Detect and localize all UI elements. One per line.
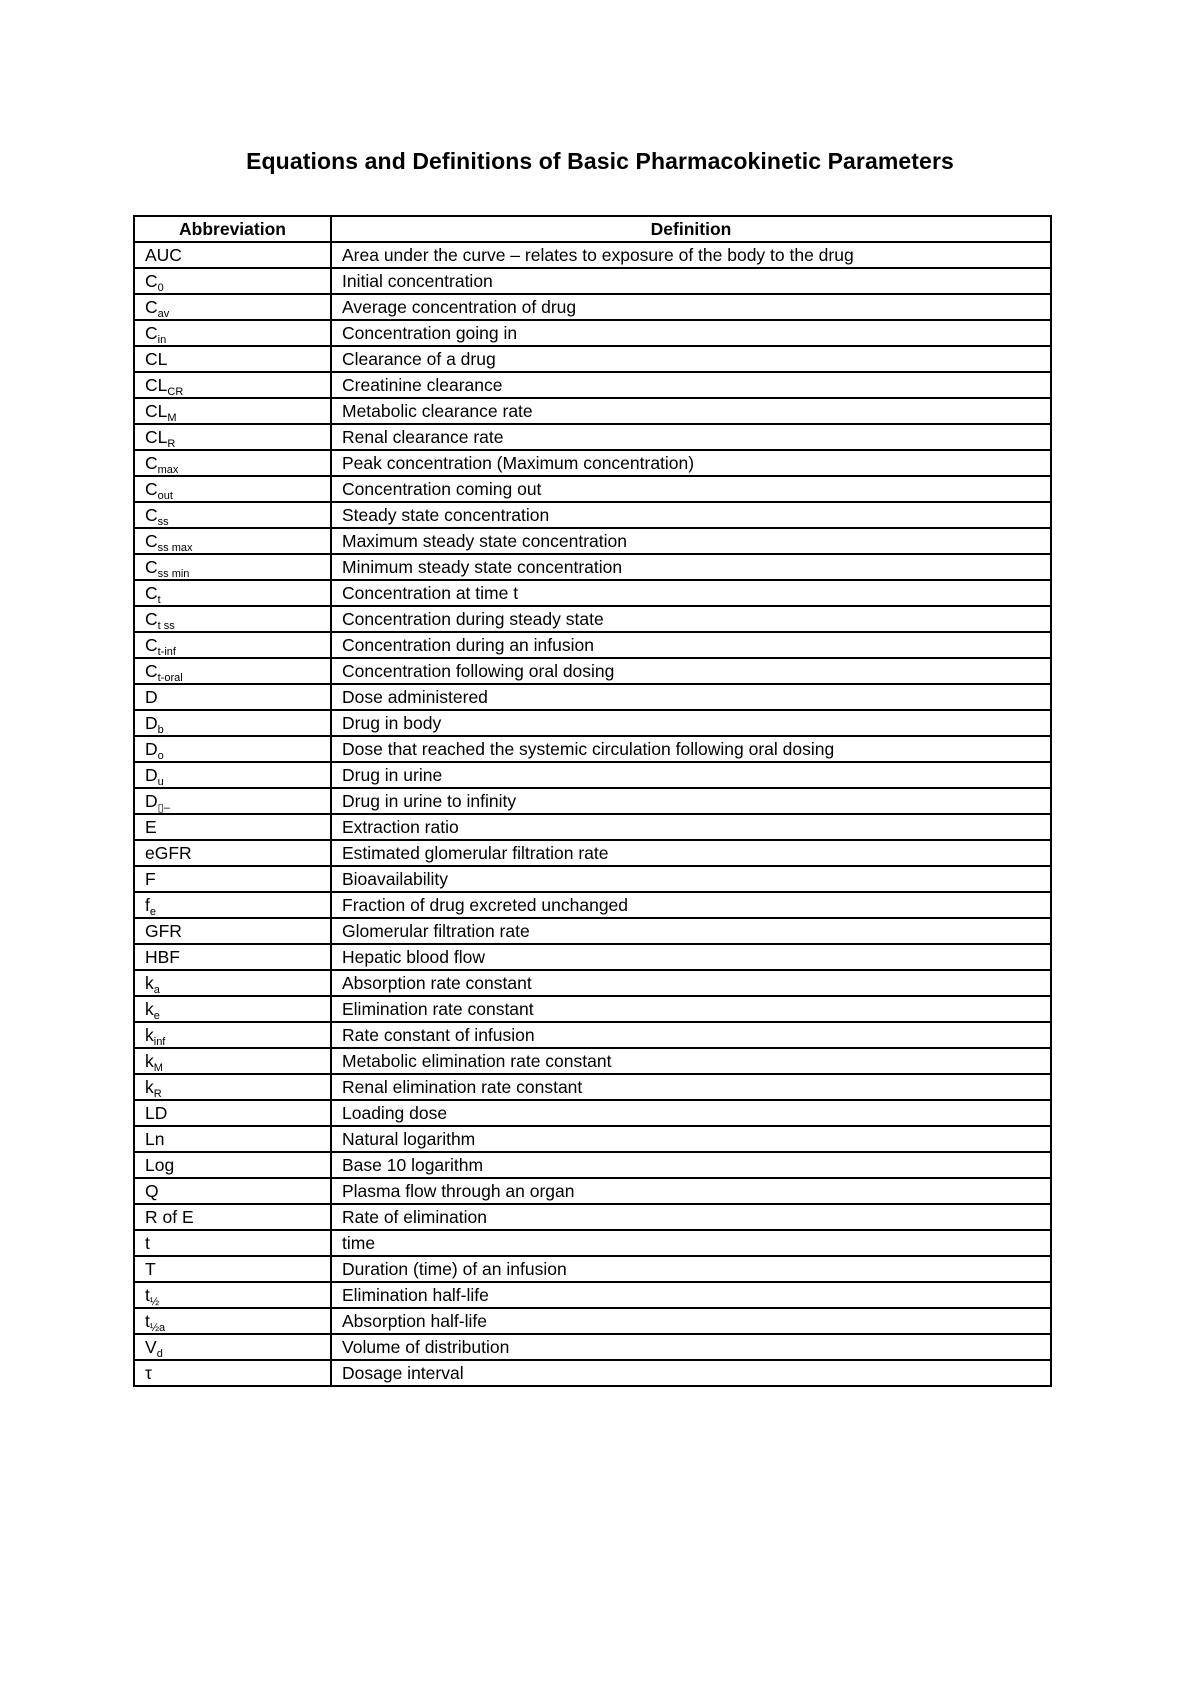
table-row xyxy=(134,450,1051,476)
table-row xyxy=(134,1126,1051,1152)
abbreviation-symbol: k xyxy=(145,1025,154,1045)
definition-cell: Glomerular filtration rate xyxy=(331,918,1051,944)
abbreviation-subscript: ss max xyxy=(157,542,193,554)
abbreviation-symbol: t xyxy=(145,1285,150,1305)
definition-cell: Average concentration of drug xyxy=(331,294,1051,320)
abbreviation-column-header: Abbreviation xyxy=(134,216,331,242)
abbreviation-symbol: k xyxy=(145,973,154,993)
abbreviation-cell xyxy=(134,580,331,606)
abbreviation-subscript: av xyxy=(157,308,170,320)
abbreviation-cell xyxy=(134,710,331,736)
abbreviation-cell xyxy=(134,476,331,502)
table-row xyxy=(134,1308,1051,1334)
abbreviation-cell xyxy=(134,684,331,710)
abbreviation-subscript: in xyxy=(157,334,167,346)
table-row xyxy=(134,580,1051,606)
definition-cell: Concentration during steady state xyxy=(331,606,1051,632)
abbreviation-symbol: D xyxy=(145,765,158,785)
definition-cell: Extraction ratio xyxy=(331,814,1051,840)
abbreviation-cell xyxy=(134,398,331,424)
abbreviation-cell xyxy=(134,1178,331,1204)
abbreviation-symbol: E xyxy=(145,817,157,837)
definition-cell: Metabolic elimination rate constant xyxy=(331,1048,1051,1074)
abbreviation-cell xyxy=(134,1100,331,1126)
abbreviation-symbol: Q xyxy=(145,1181,159,1201)
table-row xyxy=(134,1048,1051,1074)
abbreviation-subscript: d xyxy=(156,1348,163,1360)
definition-cell: Metabolic clearance rate xyxy=(331,398,1051,424)
definition-cell: Drug in body xyxy=(331,710,1051,736)
definition-cell: Renal elimination rate constant xyxy=(331,1074,1051,1100)
abbreviation-symbol: Ln xyxy=(145,1129,165,1149)
table-row xyxy=(134,996,1051,1022)
definition-cell: Bioavailability xyxy=(331,866,1051,892)
table-row xyxy=(134,1074,1051,1100)
abbreviation-cell xyxy=(134,372,331,398)
definition-cell: Dose administered xyxy=(331,684,1051,710)
definition-cell: Minimum steady state concentration xyxy=(331,554,1051,580)
abbreviation-symbol: R of E xyxy=(145,1207,194,1227)
abbreviation-subscript: o xyxy=(157,750,164,762)
abbreviation-symbol: CL xyxy=(145,427,168,447)
abbreviation-cell xyxy=(134,1074,331,1100)
definition-cell: Rate of elimination xyxy=(331,1204,1051,1230)
abbreviation-cell xyxy=(134,1204,331,1230)
abbreviation-cell xyxy=(134,424,331,450)
abbreviation-cell xyxy=(134,1048,331,1074)
abbreviation-cell xyxy=(134,528,331,554)
abbreviation-symbol: C xyxy=(145,505,158,525)
definition-cell: Clearance of a drug xyxy=(331,346,1051,372)
abbreviation-symbol: C xyxy=(145,453,158,473)
definition-cell: Concentration coming out xyxy=(331,476,1051,502)
abbreviation-symbol: C xyxy=(145,583,158,603)
definition-cell: Drug in urine to infinity xyxy=(331,788,1051,814)
definition-cell: Fraction of drug excreted unchanged xyxy=(331,892,1051,918)
abbreviation-subscript: t xyxy=(157,594,161,606)
abbreviation-symbol: D xyxy=(145,713,158,733)
abbreviation-cell xyxy=(134,814,331,840)
abbreviation-cell xyxy=(134,1308,331,1334)
abbreviation-symbol: CL xyxy=(145,375,168,395)
abbreviation-subscript: u xyxy=(157,776,164,788)
abbreviation-cell xyxy=(134,736,331,762)
abbreviation-symbol: C xyxy=(145,531,158,551)
abbreviation-subscript: e xyxy=(153,1010,160,1022)
definition-cell: Concentration following oral dosing xyxy=(331,658,1051,684)
abbreviation-symbol: HBF xyxy=(145,947,180,967)
table-row xyxy=(134,1100,1051,1126)
table-row xyxy=(134,1230,1051,1256)
definition-cell: Concentration during an infusion xyxy=(331,632,1051,658)
abbreviation-cell xyxy=(134,554,331,580)
abbreviation-subscript: R xyxy=(167,438,176,450)
definition-cell: Duration (time) of an infusion xyxy=(331,1256,1051,1282)
abbreviation-symbol: D xyxy=(145,791,158,811)
abbreviation-symbol: CL xyxy=(145,401,168,421)
definition-cell: Rate constant of infusion xyxy=(331,1022,1051,1048)
table-row xyxy=(134,918,1051,944)
abbreviation-subscript: ss xyxy=(157,516,169,528)
table-row xyxy=(134,1334,1051,1360)
definition-cell: Dosage interval xyxy=(331,1360,1051,1386)
table-row xyxy=(134,424,1051,450)
abbreviation-subscript: a xyxy=(153,984,160,996)
table-row xyxy=(134,1256,1051,1282)
abbreviation-cell xyxy=(134,970,331,996)
table-row xyxy=(134,892,1051,918)
abbreviation-subscript: max xyxy=(157,464,179,476)
abbreviation-symbol: C xyxy=(145,323,158,343)
abbreviation-symbol: k xyxy=(145,1077,154,1097)
table-row xyxy=(134,944,1051,970)
abbreviation-symbol: k xyxy=(145,999,154,1019)
definition-cell: Creatinine clearance xyxy=(331,372,1051,398)
abbreviation-symbol: C xyxy=(145,297,158,317)
definition-cell: Hepatic blood flow xyxy=(331,944,1051,970)
abbreviation-subscript: 0 xyxy=(157,282,164,294)
abbreviation-cell xyxy=(134,892,331,918)
abbreviation-symbol: T xyxy=(145,1259,156,1279)
abbreviation-cell xyxy=(134,866,331,892)
definition-cell: Peak concentration (Maximum concentration) xyxy=(331,450,1051,476)
abbreviation-symbol: C xyxy=(145,609,158,629)
abbreviation-cell xyxy=(134,1022,331,1048)
table-row xyxy=(134,684,1051,710)
abbreviation-symbol: LD xyxy=(145,1103,168,1123)
abbreviation-symbol: C xyxy=(145,557,158,577)
abbreviation-cell xyxy=(134,450,331,476)
definition-cell: time xyxy=(331,1230,1051,1256)
definition-cell: Initial concentration xyxy=(331,268,1051,294)
abbreviation-symbol: C xyxy=(145,635,158,655)
table-row xyxy=(134,632,1051,658)
definition-cell: Base 10 logarithm xyxy=(331,1152,1051,1178)
definition-cell: Natural logarithm xyxy=(331,1126,1051,1152)
abbreviation-subscript: out xyxy=(157,490,173,502)
abbreviation-cell xyxy=(134,320,331,346)
definition-cell: Concentration going in xyxy=(331,320,1051,346)
abbreviation-cell xyxy=(134,632,331,658)
definition-cell: Absorption rate constant xyxy=(331,970,1051,996)
abbreviation-subscript: M xyxy=(153,1062,163,1074)
table-row xyxy=(134,502,1051,528)
definition-cell: Plasma flow through an organ xyxy=(331,1178,1051,1204)
table-row xyxy=(134,554,1051,580)
abbreviation-cell xyxy=(134,1360,331,1386)
definition-cell: Drug in urine xyxy=(331,762,1051,788)
table-row xyxy=(134,294,1051,320)
pk-parameters-table xyxy=(133,215,1052,1387)
table-row xyxy=(134,788,1051,814)
abbreviation-symbol: C xyxy=(145,479,158,499)
definition-cell: Dose that reached the systemic circulation following oral dosing xyxy=(331,736,1051,762)
abbreviation-symbol: C xyxy=(145,271,158,291)
table-row xyxy=(134,736,1051,762)
abbreviation-cell xyxy=(134,346,331,372)
abbreviation-cell xyxy=(134,294,331,320)
definition-cell: Estimated glomerular filtration rate xyxy=(331,840,1051,866)
table-row xyxy=(134,398,1051,424)
definition-column-header: Definition xyxy=(331,216,1051,242)
table-header-row xyxy=(134,216,1051,242)
abbreviation-cell xyxy=(134,502,331,528)
definition-cell: Elimination half-life xyxy=(331,1282,1051,1308)
table-row xyxy=(134,1152,1051,1178)
abbreviation-subscript: t-oral xyxy=(157,672,183,684)
table-body xyxy=(134,242,1051,1386)
abbreviation-subscript: M xyxy=(167,412,177,424)
table-row xyxy=(134,1178,1051,1204)
abbreviation-subscript: ½ xyxy=(149,1296,160,1308)
abbreviation-symbol: CL xyxy=(145,349,168,369)
abbreviation-subscript: CR xyxy=(167,386,184,398)
table-row xyxy=(134,242,1051,268)
abbreviation-cell xyxy=(134,840,331,866)
abbreviation-cell xyxy=(134,1126,331,1152)
abbreviation-symbol: C xyxy=(145,661,158,681)
definition-cell: Renal clearance rate xyxy=(331,424,1051,450)
definition-cell: Maximum steady state concentration xyxy=(331,528,1051,554)
table-row xyxy=(134,268,1051,294)
table-row xyxy=(134,320,1051,346)
table-row xyxy=(134,762,1051,788)
table-row xyxy=(134,658,1051,684)
table-row xyxy=(134,476,1051,502)
abbreviation-symbol: GFR xyxy=(145,921,182,941)
abbreviation-symbol: eGFR xyxy=(145,843,192,863)
abbreviation-cell xyxy=(134,1256,331,1282)
abbreviation-symbol: f xyxy=(145,895,150,915)
definition-cell: Area under the curve – relates to exposure of the body to the drug xyxy=(331,242,1051,268)
abbreviation-symbol: D xyxy=(145,687,158,707)
abbreviation-cell xyxy=(134,658,331,684)
abbreviation-symbol: D xyxy=(145,739,158,759)
table-row xyxy=(134,372,1051,398)
abbreviation-subscript: ss min xyxy=(157,568,190,580)
abbreviation-symbol: t xyxy=(145,1233,150,1253)
abbreviation-symbol: F xyxy=(145,869,156,889)
abbreviation-cell xyxy=(134,268,331,294)
abbreviation-cell xyxy=(134,242,331,268)
abbreviation-subscript: t ss xyxy=(157,620,175,632)
abbreviation-cell xyxy=(134,944,331,970)
abbreviation-symbol: τ xyxy=(145,1363,152,1383)
abbreviation-cell xyxy=(134,918,331,944)
table-row xyxy=(134,1022,1051,1048)
table-row xyxy=(134,1360,1051,1386)
abbreviation-symbol: t xyxy=(145,1311,150,1331)
abbreviation-cell xyxy=(134,1152,331,1178)
table-row xyxy=(134,866,1051,892)
table-row xyxy=(134,1282,1051,1308)
table-row xyxy=(134,346,1051,372)
abbreviation-cell xyxy=(134,788,331,814)
table-row xyxy=(134,970,1051,996)
table-row xyxy=(134,814,1051,840)
abbreviation-cell xyxy=(134,1334,331,1360)
abbreviation-subscript: inf xyxy=(153,1036,166,1048)
table-row xyxy=(134,606,1051,632)
table-row xyxy=(134,1204,1051,1230)
abbreviation-symbol: Log xyxy=(145,1155,175,1175)
table-row xyxy=(134,528,1051,554)
abbreviation-subscript: e xyxy=(149,906,156,918)
definition-cell: Volume of distribution xyxy=(331,1334,1051,1360)
definition-cell: Concentration at time t xyxy=(331,580,1051,606)
abbreviation-subscript: b xyxy=(157,724,164,736)
abbreviation-symbol: AUC xyxy=(145,245,182,265)
page-title: Equations and Definitions of Basic Pharmacokinetic Parameters xyxy=(246,148,954,174)
abbreviation-symbol: V xyxy=(145,1337,157,1357)
abbreviation-subscript: R xyxy=(153,1088,162,1100)
definition-cell: Absorption half-life xyxy=(331,1308,1051,1334)
abbreviation-subscript: ½a xyxy=(149,1322,166,1334)
abbreviation-subscript: t-inf xyxy=(157,646,176,658)
abbreviation-cell xyxy=(134,1282,331,1308)
definition-cell: Loading dose xyxy=(331,1100,1051,1126)
abbreviation-cell xyxy=(134,1230,331,1256)
abbreviation-subscript: ▯– xyxy=(157,802,170,814)
definition-cell: Steady state concentration xyxy=(331,502,1051,528)
abbreviation-cell xyxy=(134,996,331,1022)
definition-cell: Elimination rate constant xyxy=(331,996,1051,1022)
table-row xyxy=(134,710,1051,736)
abbreviation-cell xyxy=(134,762,331,788)
abbreviation-cell xyxy=(134,606,331,632)
table-row xyxy=(134,840,1051,866)
abbreviation-symbol: k xyxy=(145,1051,154,1071)
